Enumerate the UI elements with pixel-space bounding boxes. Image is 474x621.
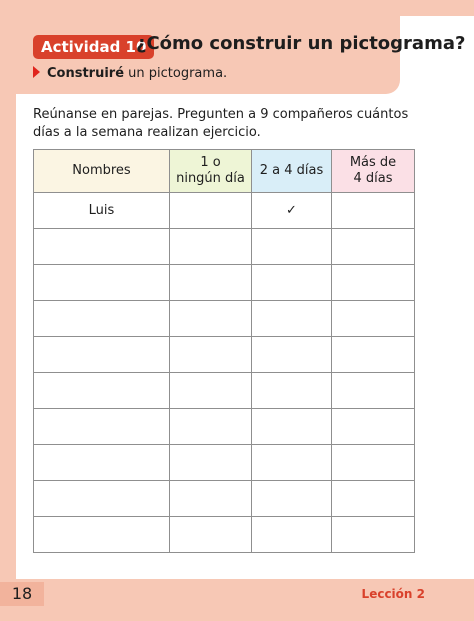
table-row	[34, 193, 415, 229]
table-row	[34, 229, 415, 265]
table-row	[34, 445, 415, 481]
table-cell	[332, 517, 415, 553]
table-cell	[34, 229, 170, 265]
header-ningun-dia: 1 o ningún día	[170, 150, 252, 193]
table-row	[34, 301, 415, 337]
table-cell	[252, 301, 332, 337]
table-cell	[332, 409, 415, 445]
table-cell	[332, 481, 415, 517]
table-cell: Luis	[34, 193, 170, 229]
table-cell	[252, 409, 332, 445]
table-cell	[170, 445, 252, 481]
table-cell	[34, 481, 170, 517]
header-mas-de-4-dias: Más de 4 días	[332, 150, 415, 193]
table-cell	[332, 373, 415, 409]
table-row	[34, 337, 415, 373]
table-row	[34, 517, 415, 553]
table-cell	[252, 337, 332, 373]
survey-table	[33, 149, 415, 553]
objective-verb: Construiré	[47, 66, 125, 81]
instructions: Reúnanse en parejas. Pregunten a 9 compañeros cuántos días a la semana realizan ejercicio.	[33, 107, 409, 140]
table-row	[34, 373, 415, 409]
table-cell	[34, 301, 170, 337]
table-cell	[170, 193, 252, 229]
header-nombres: Nombres	[34, 150, 170, 193]
table-cell	[170, 409, 252, 445]
table-cell	[34, 517, 170, 553]
table-cell	[332, 265, 415, 301]
table-cell	[170, 373, 252, 409]
table-cell	[170, 517, 252, 553]
table-cell	[332, 229, 415, 265]
table-cell	[252, 373, 332, 409]
objective-text: un pictograma.	[124, 66, 228, 81]
objective	[33, 66, 227, 81]
table-cell	[252, 481, 332, 517]
table-body	[34, 193, 415, 553]
checkmark-icon: ✓	[252, 193, 332, 229]
table-row	[34, 481, 415, 517]
header-2-a-4-dias: 2 a 4 días	[252, 150, 332, 193]
table-cell	[170, 265, 252, 301]
table-cell	[34, 373, 170, 409]
table-cell	[332, 445, 415, 481]
table-cell	[252, 517, 332, 553]
table-cell	[34, 445, 170, 481]
arrow-bullet-icon	[33, 66, 40, 78]
table-cell	[252, 229, 332, 265]
table-cell	[332, 193, 415, 229]
table-cell	[34, 265, 170, 301]
table-cell	[252, 265, 332, 301]
table-cell	[170, 481, 252, 517]
table-row	[34, 409, 415, 445]
table-cell	[332, 337, 415, 373]
activity-title: ¿Cómo construir un pictograma?	[136, 33, 466, 54]
table-row	[34, 265, 415, 301]
lesson-label: Lección 2	[361, 587, 425, 601]
table-cell	[34, 337, 170, 373]
table-header-row	[34, 150, 415, 193]
table-cell	[34, 409, 170, 445]
table-cell	[252, 445, 332, 481]
table-cell	[170, 301, 252, 337]
activity-badge: Actividad 10	[33, 35, 154, 59]
table-cell	[170, 229, 252, 265]
page-number: 18	[0, 582, 44, 606]
table-cell	[332, 301, 415, 337]
table-cell	[170, 337, 252, 373]
